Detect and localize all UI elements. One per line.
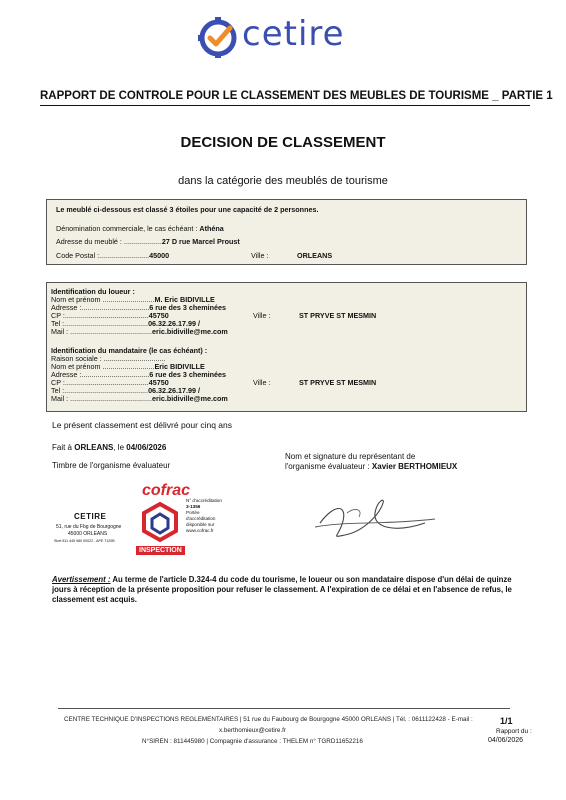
report-date-label: Rapport du : — [496, 728, 532, 735]
fait-prefix: Fait à — [52, 443, 75, 452]
footer-line2: x.berthomieux@cetire.fr — [219, 727, 286, 734]
agent-heading: Identification du mandataire (le cas échéant) : — [51, 346, 208, 355]
owner-name-label: Nom et prénom .......................... — [51, 295, 155, 304]
owner-address-value: 6 rue des 3 cheminées — [149, 303, 226, 312]
postal-value: 45000 — [149, 251, 170, 260]
owner-heading: Identification du loueur : — [51, 287, 135, 296]
stamp-label: Timbre de l'organisme évaluateur — [52, 461, 171, 470]
agent-name-label: Nom et prénom .......................... — [51, 362, 155, 371]
owner-mail-label: Mail : ......................................... — [51, 327, 153, 336]
classification-summary: Le meublé ci-dessous est classé 3 étoiles pour une capacité de 2 personnes. — [56, 205, 319, 214]
stamp-line3: 45000 ORLEANS — [68, 531, 108, 537]
owner-address-label: Adresse :.................................. — [51, 303, 150, 312]
category-line: dans la catégorie des meublés de tourisme — [178, 175, 388, 187]
postal-label: Code Postal :......................... — [56, 251, 150, 260]
address-row — [56, 237, 240, 246]
owner-name-value: M. Eric BIDIVILLE — [154, 295, 215, 304]
logo-wordmark: cetire — [242, 14, 345, 54]
decision-title: DECISION DE CLASSEMENT — [180, 134, 386, 151]
owner-cp-label: CP :.......................................... — [51, 311, 149, 320]
address-label: Adresse du meublé : ................... — [56, 237, 162, 246]
cofrac-line3: Portée — [186, 510, 200, 515]
agent-city-label: Ville : — [253, 378, 271, 387]
validity-text: Le présent classement est délivré pour cinq ans — [52, 420, 233, 430]
agent-address-label: Adresse :.................................. — [51, 370, 150, 379]
cofrac-details — [186, 498, 222, 534]
warning-label: Avertissement : — [52, 575, 111, 584]
cofrac-line5: disponible sur — [186, 522, 215, 527]
signer-name: Xavier BERTHOMIEUX — [371, 462, 458, 471]
warning-text: Au terme de l'article D.324-4 du code du tourisme, le loueur ou son mandataire dispose d'un délai de quinze jours à réception de la présente proposition pour refuser le classement. A l'expiration de ce délai et en l'absence de refus, le classement est acquis. — [52, 575, 512, 604]
owner-tel-value: 06.32.26.17.99 / — [148, 319, 201, 328]
warning-paragraph — [52, 575, 530, 605]
fait-mid: , le — [113, 443, 127, 452]
footer-line1: CENTRE TECHNIQUE D'INSPECTIONS REGLEMENTAIRES | 51 rue du Faubourg de Bourgogne 45000 ORLEANS | Tél. : 0611122428 - E-mail : — [64, 716, 473, 723]
cofrac-accreditation-logo — [136, 484, 266, 562]
cofrac-line4: d'accréditation — [186, 516, 216, 521]
stamp-line1: CETIRE — [74, 512, 107, 521]
agent-city-value: ST PRYVE ST MESMIN — [299, 378, 377, 387]
cofrac-line6: www.cofrac.fr — [186, 528, 214, 533]
cofrac-line1: N° d'accréditation — [186, 498, 222, 503]
cetire-logo — [198, 16, 368, 58]
report-date: 04/06/2026 — [488, 737, 524, 744]
cofrac-wordmark: cofrac — [142, 482, 191, 499]
agent-mail-value: eric.bidiville@me.com — [152, 394, 228, 403]
agent-tel-value: 06.32.26.17.99 / — [148, 386, 201, 395]
agent-tel-label: Tel :.......................................... — [51, 386, 149, 395]
stamp-line4: Siret 811 445 980 00022 - APE 7120B — [54, 539, 115, 543]
owner-tel-label: Tel :.......................................... — [51, 319, 149, 328]
signer-label-line1: Nom et signature du représentant de — [285, 452, 416, 461]
cofrac-hexagon-icon — [140, 502, 180, 544]
commercial-name-label: Dénomination commerciale, le cas échéant : — [56, 224, 200, 233]
report-title: RAPPORT DE CONTROLE POUR LE CLASSEMENT DES MEUBLES DE TOURISME _ PARTIE 1 — [40, 90, 553, 102]
fait-line — [52, 443, 166, 452]
city-label: Ville : — [251, 251, 269, 260]
agent-cp-value: 45750 — [148, 378, 169, 387]
fait-date: 04/06/2026 — [126, 443, 167, 452]
footer-divider — [58, 708, 510, 709]
owner-city-label: Ville : — [253, 311, 271, 320]
owner-cp-value: 45750 — [148, 311, 169, 320]
handwritten-signature — [285, 483, 455, 555]
classification-box — [46, 199, 527, 265]
agent-cp-label: CP :.......................................... — [51, 378, 149, 387]
agent-company-label: Raison sociale : ............................... — [51, 354, 166, 363]
signer-label-line2 — [285, 462, 457, 471]
cetire-gear-icon — [198, 16, 242, 58]
address-value: 27 D rue Marcel Proust — [161, 237, 240, 246]
agent-mail-label: Mail : ......................................... — [51, 394, 153, 403]
fait-city: ORLEANS — [74, 443, 114, 452]
owner-mail-value: eric.bidiville@me.com — [152, 327, 228, 336]
company-stamp — [50, 508, 140, 558]
agent-name-value: Eric BIDIVILLE — [154, 362, 205, 371]
signer-label: l'organisme évaluateur : — [285, 462, 372, 471]
footer-line3: N°SIREN : 811445980 | Compagnie d'assurance : THELEM n° TGRD11652216 — [142, 738, 363, 745]
city-value: ORLEANS — [297, 251, 333, 260]
agent-address-value: 6 rue des 3 cheminées — [149, 370, 226, 379]
page-number: 1/1 — [500, 716, 513, 726]
owner-city-value: ST PRYVE ST MESMIN — [299, 311, 377, 320]
commercial-name-row — [56, 224, 224, 233]
cofrac-line2: 3-1356 — [186, 504, 201, 509]
title-divider — [40, 105, 530, 106]
stamp-line2: 51, rue du Fbg de Bourgogne — [56, 524, 122, 530]
cofrac-inspection-badge: INSPECTION — [136, 546, 185, 555]
commercial-name-value: Athéna — [199, 224, 224, 233]
identification-box — [46, 282, 527, 412]
postal-row — [56, 251, 169, 260]
